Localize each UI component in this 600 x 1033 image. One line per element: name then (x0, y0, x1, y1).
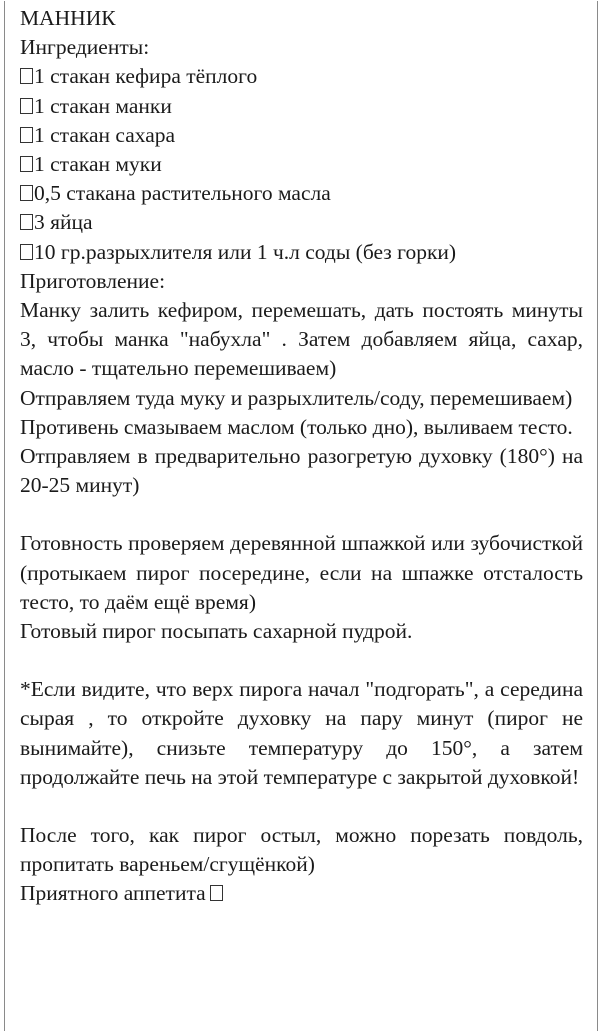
checkbox-icon (20, 214, 33, 230)
checkbox-icon (20, 98, 33, 114)
spacer (20, 646, 583, 675)
recipe-title: МАННИК (20, 6, 116, 30)
ingredient-item (20, 150, 583, 179)
ingredients-list (20, 62, 583, 266)
closing-line (20, 879, 583, 908)
ingredient-text: 1 стакан сахара (34, 122, 176, 147)
ingredient-item (20, 62, 583, 91)
checkbox-icon (20, 68, 33, 84)
checkbox-icon (20, 127, 33, 143)
checkbox-icon (20, 244, 33, 260)
checkbox-icon (20, 156, 33, 172)
closing-text: Приятного аппетита (20, 881, 206, 906)
preparation-steps (20, 296, 583, 500)
step-paragraph: Манку залить кефиром, перемешать, дать постоять минуты 3, чтобы манка "набухла" . Затем добавляем яйца, сахар, масло - тщательно перемешиваем) (20, 298, 583, 381)
step-paragraph: Отправляем в предварительно разогретую духовку (180°) на 20-25 минут) (20, 444, 583, 498)
readiness-section (20, 529, 583, 646)
ingredient-item (20, 92, 583, 121)
ingredient-text: 1 стакан манки (34, 93, 172, 118)
preparation-heading: Приготовление: (20, 268, 166, 293)
ingredient-text: 10 гр.разрыхлителя или 1 ч.л соды (без горки) (34, 239, 457, 264)
readiness-paragraph: Готовность проверяем деревянной шпажкой или зубочисткой (протыкаем пирог посередине, если на шпажке отсталость тесто, то даём ещё время) (20, 531, 583, 614)
ingredient-item (20, 208, 583, 237)
checkbox-icon (20, 185, 33, 201)
ingredients-heading: Ингредиенты: (20, 35, 150, 60)
after-cooling-paragraph: После того, как пирог остыл, можно порезать повдоль, пропитать вареньем/сгущёнкой) (20, 823, 583, 877)
ingredient-text: 1 стакан муки (34, 152, 162, 177)
ingredient-text: 3 яйца (34, 210, 93, 235)
ingredient-item (20, 179, 583, 208)
ingredient-text: 1 стакан кефира тёплого (34, 64, 258, 89)
spacer (20, 792, 583, 821)
readiness-paragraph: Готовый пирог посыпать сахарной пудрой. (20, 619, 413, 644)
step-paragraph: Отправляем туда муку и разрыхлитель/соду, перемешиваем) (20, 385, 573, 410)
recipe-document (20, 4, 583, 909)
checkbox-icon (210, 885, 223, 901)
note-paragraph: *Если видите, что верх пирога начал "подгорать", а середина сырая , то откройте духовку на пару минут (пирог не вынимайте), снизьте температуру до 150°, а затем продолжайте печь на этой температуре с закрытой духовкой! (20, 677, 583, 789)
ingredient-item (20, 121, 583, 150)
spacer (20, 500, 583, 529)
ingredient-item (20, 238, 583, 267)
ingredient-text: 0,5 стакана растительного масла (34, 181, 331, 206)
step-paragraph: Противень смазываем маслом (только дно), выливаем тесто. (20, 414, 573, 439)
